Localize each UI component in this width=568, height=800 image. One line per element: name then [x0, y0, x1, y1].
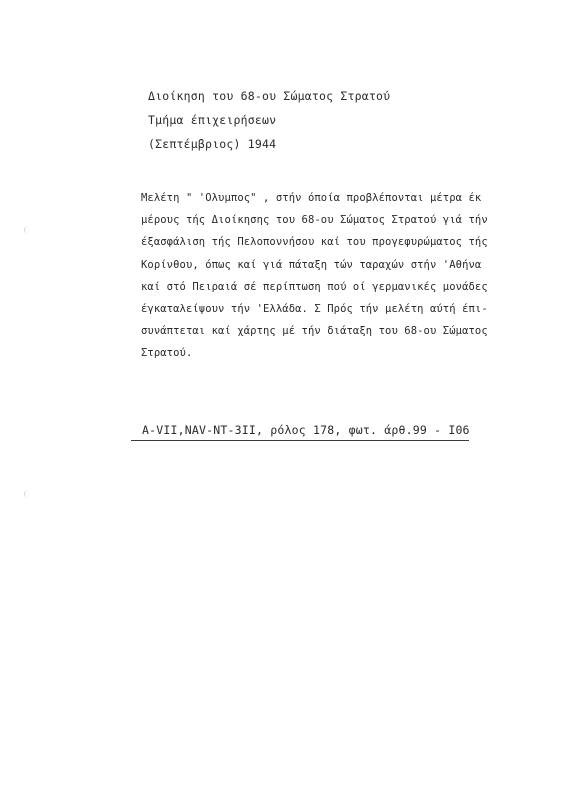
- body-line: Στρατού.: [141, 347, 193, 360]
- header-line-authority: Διοίκηση του 68-ου Σώματος Στρατού: [148, 89, 391, 103]
- body-line: Κορίνθου, όπως καί γιά πάταξη τών ταραχών στήν 'Αθήνα: [141, 258, 482, 271]
- body-line: έξασφάλιση τής Πελοποννήσου καί του προγεφυρώματος τής: [141, 236, 488, 249]
- header-line-date: (Σεπτέμβριος) 1944: [148, 137, 277, 151]
- body-line: μέρους τής Διοίκησης του 68-ου Σώματος Στρατού γιά τήν: [141, 214, 488, 227]
- body-line: έγκαταλείψουν τήν 'Ελλάδα. Σ Πρός τήν μελέτη αύτή έπι-: [141, 303, 488, 316]
- document-body: [141, 187, 488, 365]
- header-line-department: Τμήμα έπιχειρήσεων: [148, 113, 277, 127]
- archive-reference: A-VII,NAV-NT-3II, ρόλος 178, φωτ. άρθ.99 - I06: [142, 423, 470, 437]
- punch-hole-mark: [24, 490, 33, 498]
- body-line: συνάπτεται καί χάρτης μέ τήν διάταξη του 68-ου Σώματος: [141, 325, 488, 338]
- body-line: καί στό Πειραιά σέ περίπτωση πού οί γερμανικές μονάδες: [141, 280, 488, 293]
- document-header: [148, 84, 390, 156]
- reference-underline: [131, 440, 469, 441]
- punch-hole-mark: [24, 226, 33, 234]
- body-line: Μελέτη " 'Ολυμπος" , στήν όποία προβλέπονται μέτρα έκ: [141, 192, 482, 204]
